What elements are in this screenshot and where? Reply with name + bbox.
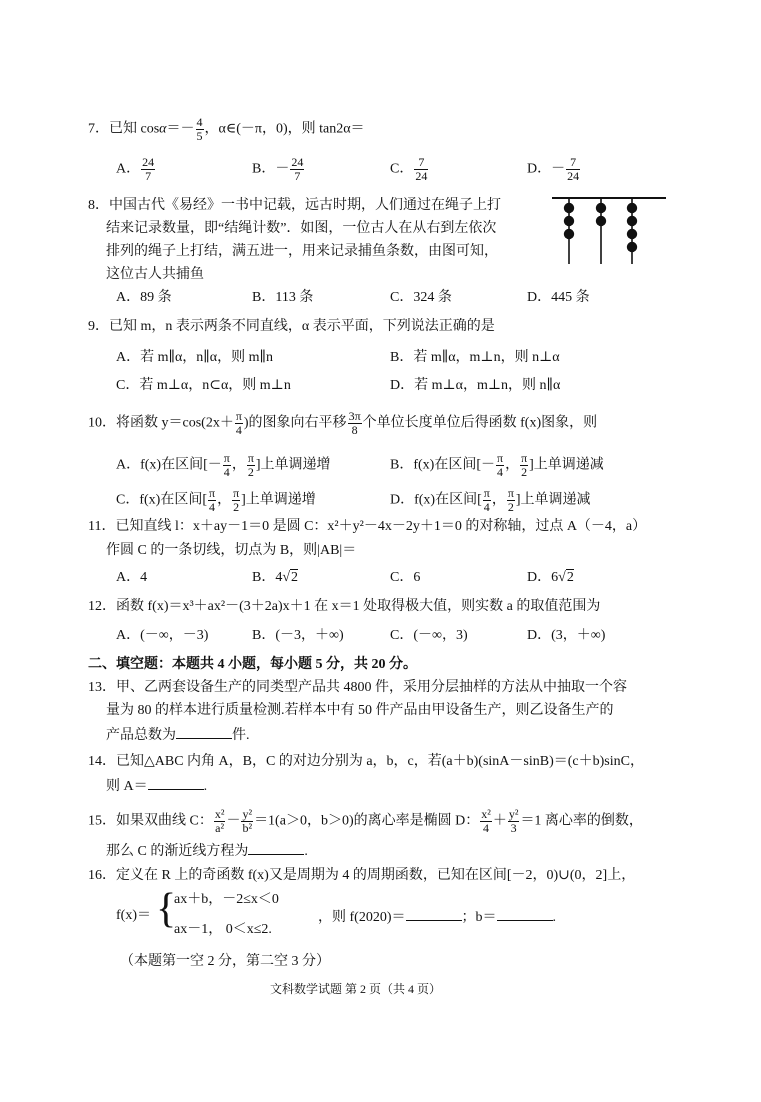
q13-line-2: 量为 80 的样本进行质量检测.若样本中有 50 件产品由甲设备生产，则乙设备生产的	[106, 703, 614, 718]
q16-brace: {	[156, 886, 177, 932]
q15-answer-blank[interactable]	[248, 840, 304, 855]
q10-option-c: C．f(x)在区间[ $\frac{\pi}{4}$ ， $\frac{\pi}{2}$ ]上单调递增	[116, 486, 316, 514]
knot-counting-figure	[552, 194, 666, 266]
knot-bead	[596, 216, 606, 226]
q11-option-d: D．6√2	[527, 570, 574, 585]
q16-answer-blank-1[interactable]	[406, 906, 462, 921]
q9-option-b: B．若 m∥α，m⊥n，则 n⊥α	[390, 350, 560, 365]
q7-option-a: A． $\frac{24}{7}$	[116, 155, 155, 183]
q11-option-b: B．4√2	[252, 570, 299, 585]
q16-fx-label: f(x)＝	[116, 908, 151, 923]
q8-option-b: B．113 条	[252, 290, 314, 305]
q9-option-a: A．若 m∥α，n∥α，则 m∥n	[116, 350, 273, 365]
q14-answer-blank[interactable]	[148, 775, 204, 790]
q13-answer-blank[interactable]	[176, 724, 232, 739]
q10-stem: 10．将函数 y＝cos(2x＋ $\frac{\pi}{4}$ )的图象向右平移 $\frac{3\pi}{8}$ 个单位长度单位后得函数 f(x)图象，则	[88, 409, 598, 437]
q16-line-1: 16．定义在 R 上的奇函数 f(x)又是周期为 4 的周期函数，已知在区间[－2，0)∪(0，2]上，	[88, 868, 636, 883]
q10-option-b: B．f(x)在区间[－ $\frac{\pi}{4}$ ， $\frac{\pi}{2}$ ]上单调递减	[390, 451, 604, 479]
q8-option-c: C．324 条	[390, 290, 452, 305]
knot-bead	[564, 229, 574, 239]
q12-option-d: D．(3，＋∞)	[527, 628, 606, 643]
knot-bead	[627, 229, 637, 239]
q12-option-c: C．(－∞，3)	[390, 628, 468, 643]
q10-option-d: D．f(x)在区间[ $\frac{\pi}{4}$ ， $\frac{\pi}{2}$ ]上单调递减	[390, 486, 591, 514]
q11-line-2: 作圆 C 的一条切线，切点为 B，则|AB|＝	[106, 543, 357, 558]
knot-bead	[564, 203, 574, 213]
q9-stem: 9．已知 m，n 表示两条不同直线，α 表示平面，下列说法正确的是	[88, 319, 495, 334]
q16-answer-blank-2[interactable]	[497, 906, 553, 921]
q7-stem: 7．已知 cosα＝－ $\frac{4}{5}$ ，α∈(－π，0)，则 tan2α＝	[88, 115, 365, 143]
section-fill-in-heading: 二、填空题：本题共 4 小题，每小题 5 分，共 20 分。	[88, 657, 417, 672]
q11-line-1: 11．已知直线 l：x＋ay－1＝0 是圆 C：x²＋y²－4x－2y＋1＝0 的对称轴，过点 A（－4，a）	[88, 519, 647, 534]
q16-answers: ，则 f(2020)＝ ；b＝ .	[318, 906, 556, 928]
q7-option-c: C． $\frac{7}{24}$	[390, 155, 428, 183]
q14-line-1: 14．已知△ABC 内角 A，B，C 的对边分别为 a，b，c，若(a＋b)(sinA－sinB)＝(c＋b)sinC，	[88, 754, 644, 769]
q8-line-4: 这位古人共捕鱼	[106, 267, 204, 282]
q12-option-a: A．(－∞，－3)	[116, 628, 209, 643]
q15-line-2: 那么 C 的渐近线方程为 .	[106, 840, 308, 862]
knot-bead	[627, 242, 637, 252]
q9-option-d: D．若 m⊥α，m⊥n，则 n∥α	[390, 378, 561, 393]
knot-bead	[627, 203, 637, 213]
knot-bead	[627, 216, 637, 226]
q14-line-2: 则 A＝ .	[106, 775, 207, 797]
q16-case-1: ax＋b，－2≤x＜0	[174, 892, 279, 907]
q12-option-b: B．(－3，＋∞)	[252, 628, 344, 643]
q8-option-a: A．89 条	[116, 290, 172, 305]
q8-line-2: 结来记录数量，即“结绳计数”．如图，一位古人在从右到左依次	[106, 221, 497, 236]
q8-line-1: 8．中国古代《易经》一书中记载，远古时期，人们通过在绳子上打	[88, 198, 501, 213]
q15-line-1: 15．如果双曲线 C： $\frac{\text{x²}}{\text{a²}}$ － $\frac{\text{y²}}{\text{b²}}$ ＝1(a＞0，b＞0)的离心率是椭圆 D： $\frac{\text{x²}}{4}$ ＋ $\frac{\text{y²}}{3}$ ＝1 离心率的倒数，	[88, 807, 643, 835]
q9-option-c: C．若 m⊥α，n⊂α，则 m⊥n	[116, 378, 291, 393]
q11-option-a: A．4	[116, 570, 148, 585]
q11-option-c: C．6	[390, 570, 421, 585]
q8-option-d: D．445 条	[527, 290, 590, 305]
q13-line-1: 13．甲、乙两套设备生产的同类型产品共 4800 件，采用分层抽样的方法从中抽取一个容	[88, 680, 627, 695]
q10-option-a: A．f(x)在区间[－ $\frac{\pi}{4}$ ， $\frac{\pi}{2}$ ]上单调递增	[116, 451, 331, 479]
q16-score-note: （本题第一空 2 分，第二空 3 分）	[120, 954, 330, 969]
q16-case-2: ax－1， 0＜x≤2.	[174, 922, 272, 937]
q7-option-d: D．－ $\frac{7}{24}$	[527, 155, 580, 183]
q7-option-b: B．－ $\frac{24}{7}$	[252, 155, 304, 183]
q13-line-3: 产品总数为 件.	[106, 724, 250, 746]
q8-line-3: 排列的绳子上打结，满五进一，用来记录捕鱼条数，由图可知，	[106, 244, 498, 259]
page-footer: 文科数学试题 第 2 页（共 4 页）	[270, 982, 442, 996]
knot-bead	[564, 216, 574, 226]
knot-bead	[596, 203, 606, 213]
q12-stem: 12．函数 f(x)＝x³＋ax²－(3＋2a)x＋1 在 x＝1 处取得极大值，则实数 a 的取值范围为	[88, 599, 601, 614]
